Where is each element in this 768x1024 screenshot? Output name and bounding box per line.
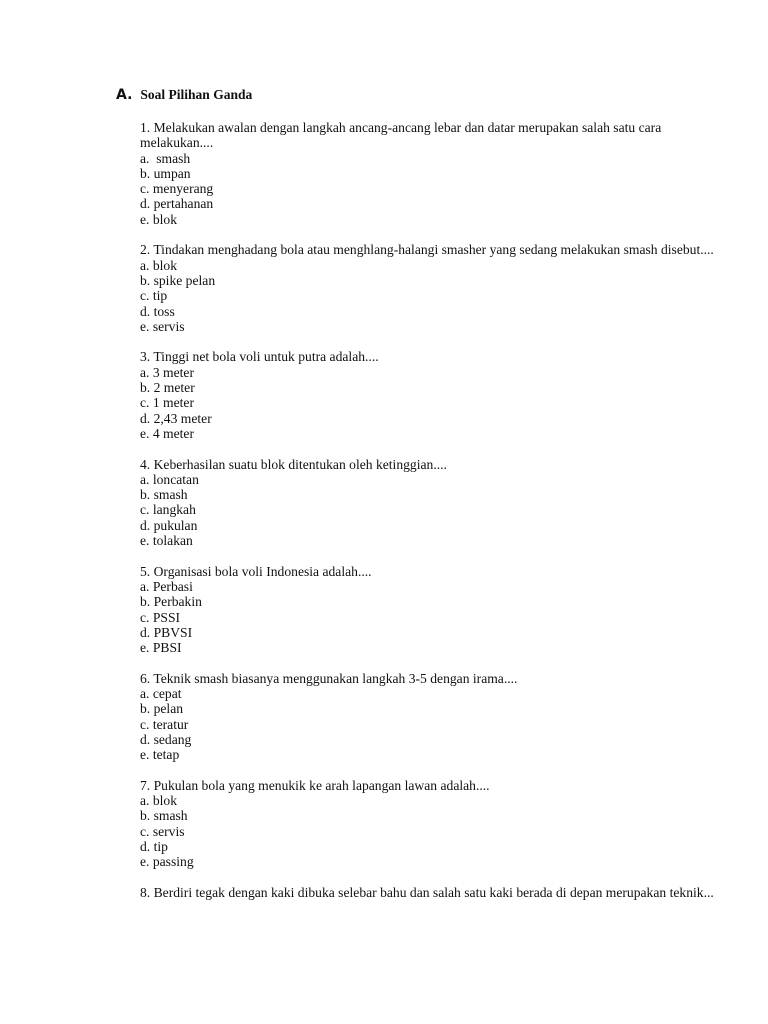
option-d: d. pukulan [140, 517, 198, 533]
option-d: d. toss [140, 303, 175, 319]
option-d: d. 2,43 meter [140, 410, 212, 426]
option-e: e. PBSI [140, 640, 182, 656]
question-7 [140, 778, 720, 870]
option-d: d. PBVSI [140, 624, 193, 640]
option-list [140, 151, 720, 227]
section-heading [116, 87, 252, 107]
option-e: e. servis [140, 318, 185, 334]
option-e: e. tolakan [140, 533, 193, 549]
option-a: a. smash [140, 150, 191, 166]
option-a: a. cepat [140, 685, 182, 701]
option-d: d. sedang [140, 731, 192, 747]
option-e: e. 4 meter [140, 425, 194, 441]
option-list [140, 365, 720, 441]
option-list [140, 258, 720, 334]
option-c: c. 1 meter [140, 395, 194, 411]
option-b: b. smash [140, 487, 188, 503]
option-e: e. passing [140, 854, 194, 870]
option-c: c. servis [140, 823, 185, 839]
option-c: c. menyerang [140, 181, 214, 197]
option-c: c. langkah [140, 502, 196, 518]
question-text: 8. Berdiri tegak dengan kaki dibuka selebar bahu dan salah satu kaki berada di depan merupakan teknik... [140, 884, 714, 900]
option-c: c. tip [140, 288, 168, 304]
option-d: d. pertahanan [140, 196, 214, 212]
option-c: c. teratur [140, 716, 189, 732]
question-3 [140, 349, 720, 441]
option-a: a. blok [140, 793, 177, 809]
option-list [140, 686, 720, 762]
option-b: b. pelan [140, 701, 184, 717]
option-a: a. 3 meter [140, 364, 194, 380]
option-b: b. smash [140, 808, 188, 824]
option-a: a. blok [140, 257, 177, 273]
question-text: 3. Tinggi net bola voli untuk putra adalah.... [140, 349, 379, 365]
option-b: b. spike pelan [140, 272, 216, 288]
option-b: b. 2 meter [140, 380, 195, 396]
option-a: a. loncatan [140, 471, 199, 487]
option-d: d. tip [140, 838, 168, 854]
option-a: a. Perbasi [140, 578, 193, 594]
option-b: b. Perbakin [140, 594, 202, 610]
question-text: 7. Pukulan bola yang menukik ke arah lapangan lawan adalah.... [140, 777, 490, 793]
option-e: e. blok [140, 211, 177, 227]
option-e: e. tetap [140, 747, 180, 763]
question-text: 1. Melakukan awalan dengan langkah ancang-ancang lebar dan datar merupakan salah satu cara melakukan.... [140, 120, 662, 151]
question-1 [140, 120, 720, 227]
question-text: 2. Tindakan menghadang bola atau menghlang-halangi smasher yang sedang melakukan smash disebut.... [140, 242, 714, 258]
option-list [140, 793, 720, 869]
question-2 [140, 242, 720, 334]
question-text: 5. Organisasi bola voli Indonesia adalah.... [140, 563, 372, 579]
question-4 [140, 457, 720, 549]
question-5 [140, 564, 720, 656]
section-title: Soal Pilihan Ganda [140, 87, 253, 102]
question-6 [140, 671, 720, 763]
option-b: b. umpan [140, 165, 191, 181]
option-c: c. PSSI [140, 609, 181, 625]
option-list [140, 579, 720, 655]
question-text: 4. Keberhasilan suatu blok ditentukan oleh ketinggian.... [140, 456, 447, 472]
question-8 [140, 885, 720, 900]
section-letter: A. [116, 87, 133, 103]
question-list [140, 120, 720, 915]
option-list [140, 472, 720, 548]
question-text: 6. Teknik smash biasanya menggunakan langkah 3-5 dengan irama.... [140, 670, 518, 686]
